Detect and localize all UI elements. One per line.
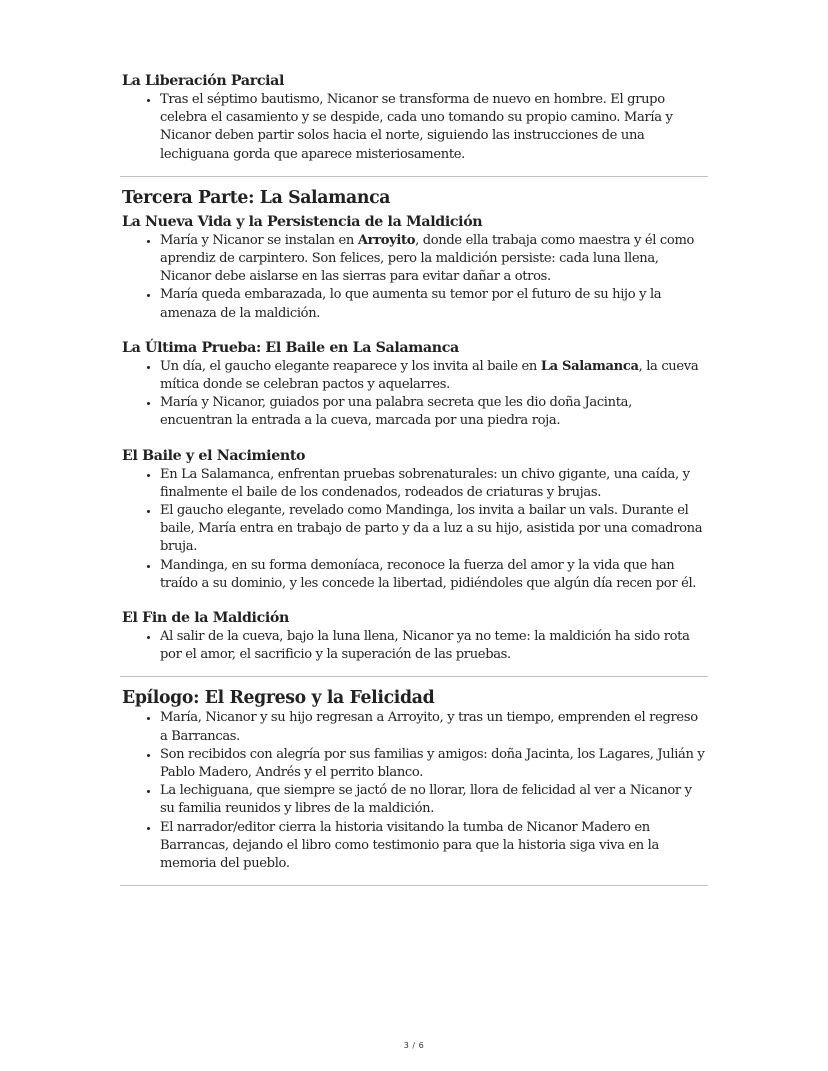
list-item: • Son recibidos con alegría por sus familias y amigos: doña Jacinta, los Lagares, Julián y Pablo Madero, Andrés y el perrito blanco. bbox=[160, 746, 708, 782]
list-item: • El gaucho elegante, revelado como Mandinga, los invita a bailar un vals. Durante el baile, María entra en trabajo de parto y da a luz a su hijo, asistida por una comadrona bruja. bbox=[160, 502, 708, 557]
list-item: • En La Salamanca, enfrentan pruebas sobrenaturales: un chivo gigante, una caída, y finalmente el baile de los condenados, rodeados de criaturas y brujas. bbox=[160, 466, 708, 502]
baile-list bbox=[122, 466, 708, 593]
section-heading-fin-maldicion: El Fin de la Maldición bbox=[122, 610, 289, 627]
ultima-prueba-list bbox=[122, 358, 708, 431]
page-number: 3 / 6 bbox=[403, 1041, 425, 1050]
list-item bbox=[160, 232, 708, 287]
document-body bbox=[122, 72, 708, 886]
list-item: • María y Nicanor, guiados por una palabra secreta que les dio doña Jacinta, encuentran la entrada a la cueva, marcada por una piedra roja. bbox=[160, 394, 708, 430]
list-item: • Tras el séptimo bautismo, Nicanor se transforma de nuevo en hombre. El grupo celebra el casamiento y se despide, cada uno tomando su propio camino. María y Nicanor deben partir solos hacia el norte, siguiendo las instrucciones de una lechiguana gorda que aparece misteriosamente. bbox=[160, 91, 708, 164]
list-item: • Mandinga, en su forma demoníaca, reconoce la fuerza del amor y la vida que han traído a su dominio, y les concede la libertad, pidiéndoles que algún día recen por él. bbox=[160, 557, 708, 593]
liberacion-list bbox=[122, 91, 708, 164]
section-heading-liberacion: La Liberación Parcial bbox=[122, 73, 285, 89]
list-item: • Al salir de la cueva, bajo la luna llena, Nicanor ya no teme: la maldición ha sido rota por el amor, el sacrificio y la superación de las pruebas. bbox=[160, 628, 708, 664]
section-heading-baile: El Baile y el Nacimiento bbox=[122, 447, 306, 464]
nueva-vida-list bbox=[122, 232, 708, 323]
list-item: • El narrador/editor cierra la historia visitando la tumba de Nicanor Madero en Barrancas, dejando el libro como testimonio para que la historia siga viva en la memoria del pueblo. bbox=[160, 819, 708, 874]
section-heading-ultima-prueba: La Última Prueba: El Baile en La Salamanca bbox=[122, 339, 459, 356]
part-title-salamanca: Tercera Parte: La Salamanca bbox=[122, 187, 391, 208]
divider bbox=[120, 176, 708, 177]
fin-maldicion-list bbox=[122, 628, 708, 664]
epilogo-list bbox=[122, 709, 708, 873]
list-item bbox=[160, 358, 708, 394]
section-heading-nueva-vida: La Nueva Vida y la Persistencia de la Maldición bbox=[122, 213, 483, 230]
place-la-salamanca: La Salamanca bbox=[540, 358, 639, 374]
list-item: • María queda embarazada, lo que aumenta su temor por el futuro de su hijo y la amenaza de la maldición. bbox=[160, 286, 708, 322]
text-run: , donde ella trabaja como maestra y él como aprendiz de carpintero. Son felices, pero la maldición persiste: cada luna llena, Nicanor debe aislarse en las sierras para evitar dañar a otros. bbox=[160, 232, 695, 285]
text-run: María y Nicanor se instalan en bbox=[160, 232, 358, 248]
list-item: • La lechiguana, que siempre se jactó de no llorar, llora de felicidad al ver a Nicanor y su familia reunidos y libres de la maldición. bbox=[160, 782, 708, 818]
text-run: Un día, el gaucho elegante reaparece y los invita al baile en bbox=[160, 358, 541, 374]
divider bbox=[120, 676, 708, 677]
divider bbox=[120, 885, 708, 886]
list-item: • María, Nicanor y su hijo regresan a Arroyito, y tras un tiempo, emprenden el regreso a Barrancas. bbox=[160, 709, 708, 745]
text-run: , la cueva mítica donde se celebran pactos y aquelarres. bbox=[160, 358, 699, 393]
place-arroyito: Arroyito bbox=[357, 232, 416, 248]
part-title-epilogo: Epílogo: El Regreso y la Felicidad bbox=[122, 688, 435, 709]
